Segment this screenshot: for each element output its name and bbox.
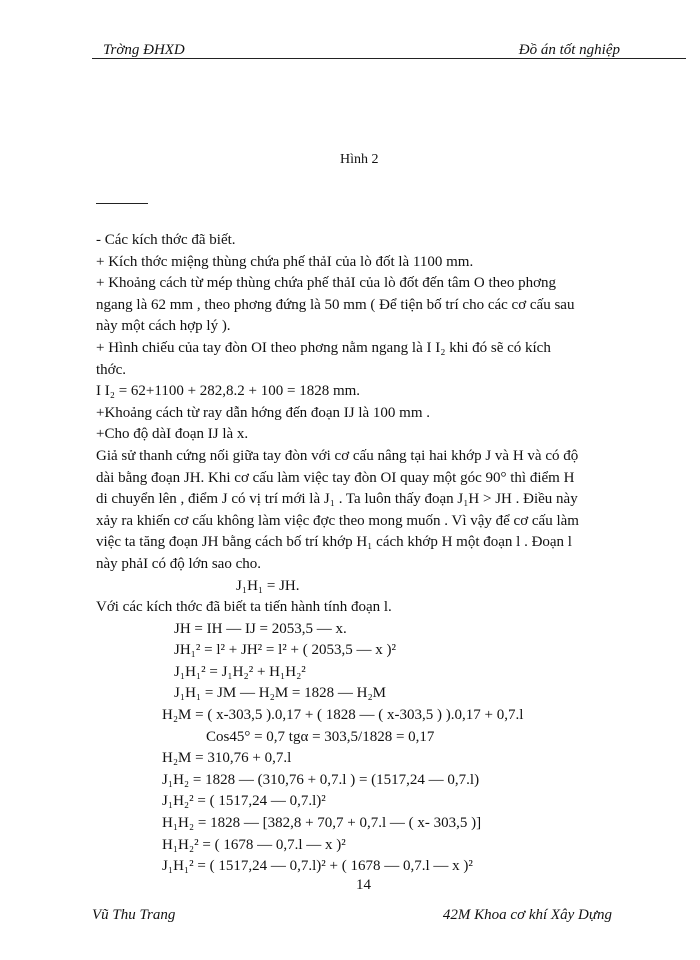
text-line: + Hình chiếu của tay đòn OI theo phơng nằm ngang là I I₂ khi đó sẽ có kích xyxy=(96,339,551,356)
text-line: Với các kích thớc đã biết ta tiến hành tính đoạn l. xyxy=(96,599,392,616)
equation: J₁H₁² = ( 1517,24 — 0,7.l)² + ( 1678 — 0,7.l — x )² xyxy=(162,858,473,875)
header-title: Đồ án tốt nghiệp xyxy=(518,42,620,58)
equation: H₂M = 310,76 + 0,7.l xyxy=(162,750,292,767)
equation: J₁H₁ = JH. xyxy=(236,577,300,594)
equation: JH = IH — IJ = 2053,5 — x. xyxy=(174,620,347,637)
equation: J₁H₂² = ( 1517,24 — 0,7.l)² xyxy=(162,793,326,810)
text-line: này phảI có độ lớn sao cho. xyxy=(96,555,261,572)
text-line: I I₂ = 62+1100 + 282,8.2 + 100 = 1828 mm. xyxy=(96,383,361,400)
equation: J₁H₁ = JM — H₂M = 1828 — H₂M xyxy=(174,685,387,702)
equation: J₁H₁² = J₁H₂² + H₁H₂² xyxy=(174,663,306,680)
text-line: việc ta tăng đoạn JH bằng cách bố trí khớp H₁ cách khớp H một đoạn l . Đoạn l xyxy=(96,534,572,551)
equation: H₂M = ( x-303,5 ).0,17 + ( 1828 — ( x-303,5 ) ).0,17 + 0,7.l xyxy=(162,707,524,724)
text-line: ngang là 62 mm , theo phơng đứng là 50 mm ( Để tiện bố trí cho các cơ cấu sau xyxy=(96,296,575,313)
equation: H₁H₂ = 1828 — [382,8 + 70,7 + 0,7.l — ( x- 303,5 )] xyxy=(162,815,482,832)
text-line: này một cách hợp lý ). xyxy=(96,318,231,335)
footer-department: 42M Khoa cơ khí Xây Dựng xyxy=(442,907,612,923)
text-line: +Khoảng cách từ ray dẫn hớng đến đoạn IJ là 100 mm . xyxy=(96,404,431,421)
page-number: 14 xyxy=(356,877,371,893)
header-rule xyxy=(92,58,686,59)
header-school: Trờng ĐHXD xyxy=(103,42,185,58)
equation: JH₁² = l² + JH² = l² + ( 2053,5 — x )² xyxy=(174,642,396,659)
equation: H₁H₂² = ( 1678 — 0,7.l — x )² xyxy=(162,836,346,853)
text-line: thớc. xyxy=(96,361,127,378)
text-line: - Các kích thớc đã biết. xyxy=(96,232,236,248)
body-text xyxy=(96,230,636,878)
text-line: xảy ra khiến cơ cấu không làm việc đợc theo mong muốn . Vì vậy để cơ cấu làm xyxy=(96,512,579,529)
text-line: + Kích thớc miệng thùng chứa phế thảI của lò đốt là 1100 mm. xyxy=(96,253,474,270)
text-line: Giả sử thanh cứng nối giữa tay đòn với cơ cấu nâng tại hai khớp J và H và có độ xyxy=(96,447,579,464)
equation: J₁H₂ = 1828 — (310,76 + 0,7.l ) = (1517,24 — 0,7.l) xyxy=(162,771,480,788)
text-line: di chuyển lên , điểm J có vị trí mới là J₁ . Ta luôn thấy đoạn J₁H > JH . Điều này xyxy=(96,491,578,508)
footer-author: Vũ Thu Trang xyxy=(92,907,176,923)
text-line: + Khoảng cách từ mép thùng chứa phế thảI của lò đốt đến tâm O theo phơng xyxy=(96,275,557,292)
equation: Cos45° = 0,7 tgα = 303,5/1828 = 0,17 xyxy=(206,728,435,745)
figure-caption: Hình 2 xyxy=(340,152,379,167)
figure-rule xyxy=(96,203,148,204)
text-line: dài bằng đoạn JH. Khi cơ cấu làm việc tay đòn OI quay một góc 90° thì điểm H xyxy=(96,469,575,486)
text-line: +Cho độ dàI đoạn IJ là x. xyxy=(96,426,249,443)
